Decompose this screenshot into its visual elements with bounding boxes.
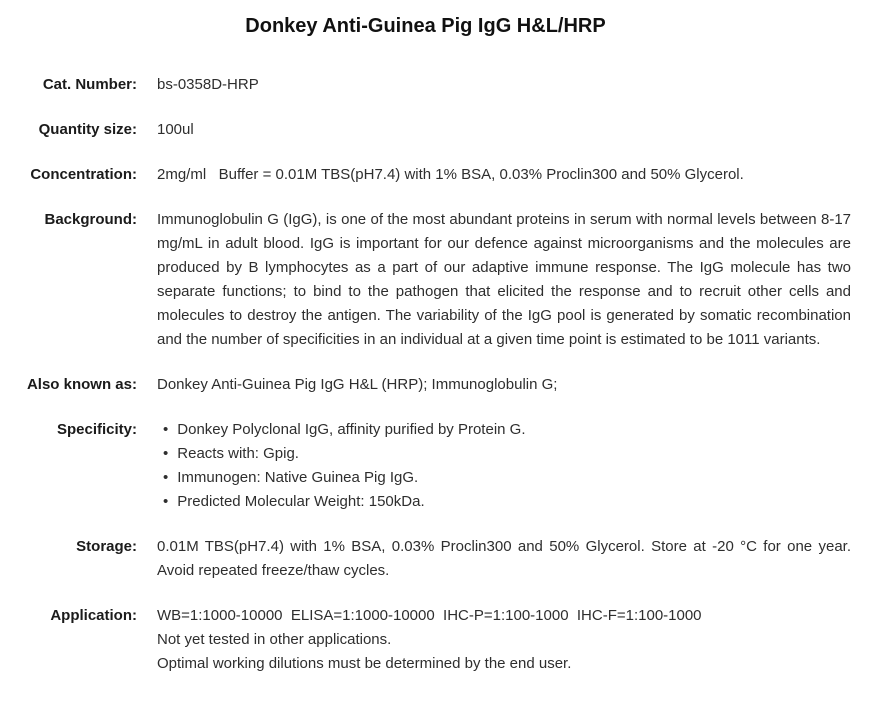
list-item [157,466,851,490]
application-note-line: Not yet tested in other applications. [157,631,392,648]
bullet-icon: • [163,469,169,486]
cat-number-label: Cat. Number: [42,76,137,93]
field-row-background [0,208,851,352]
specificity-bullet-text: Donkey Polyclonal IgG, affinity purified by Protein G. [177,421,526,438]
bullet-icon: • [163,421,169,438]
field-row-application [0,604,851,676]
application-label: Application: [50,607,137,624]
bullet-icon: • [163,493,169,510]
specificity-label: Specificity: [56,421,137,438]
list-item [157,418,851,442]
storage-value: 0.01M TBS(pH7.4) with 1% BSA, 0.03% Proclin300 and 50% Glycerol. Store at -20 °C for one year. Avoid repeated freeze/thaw cycles. [157,538,851,579]
specificity-bullet-list [157,418,851,514]
background-value: Immunoglobulin G (IgG), is one of the most abundant proteins in serum with normal levels between 8-17 mg/mL in adult blood. IgG is important for our defence against microorganisms and the molecules are produced by B lymphocytes as a part of our adaptive immune response. The IgG molecule has two separate functions; to bind to the pathogen that elicited the response and to recruit other cells and molecules to destroy the antigen. The variability of the IgG pool is generated by somatic recombination and the number of specificities in an individual at a given time point is estimated to be 1011 variants. [157,211,851,348]
field-row-quantity-size [0,118,851,142]
field-row-concentration [0,163,851,187]
also-known-as-value: Donkey Anti-Guinea Pig IgG H&L (HRP); Immunoglobulin G; [157,376,558,393]
quantity-size-label: Quantity size: [38,121,137,138]
background-label: Background: [44,211,137,228]
list-item [157,490,851,514]
field-row-specificity [0,418,851,514]
application-disclaimer-line: Optimal working dilutions must be determined by the end user. [157,655,572,672]
specificity-bullet-text: Reacts with: Gpig. [177,445,299,462]
application-value [157,604,851,676]
application-dilutions-line: WB=1:1000-10000 ELISA=1:1000-10000 IHC-P=1:100-1000 IHC-F=1:100-1000 [157,607,702,624]
quantity-size-value: 100ul [157,121,194,138]
specificity-bullet-text: Immunogen: Native Guinea Pig IgG. [177,469,419,486]
bullet-icon: • [163,445,169,462]
page-title: Donkey Anti-Guinea Pig IgG H&L/HRP [245,15,606,37]
specificity-value [157,418,851,514]
specificity-bullet-text: Predicted Molecular Weight: 150kDa. [177,493,425,510]
field-row-also-known-as [0,373,851,397]
field-row-cat-number [0,73,851,97]
also-known-as-label: Also known as: [26,376,137,393]
field-row-storage [0,535,851,583]
concentration-value: 2mg/ml Buffer = 0.01M TBS(pH7.4) with 1% BSA, 0.03% Proclin300 and 50% Glycerol. [157,166,744,183]
list-item [157,442,851,466]
storage-label: Storage: [76,538,137,555]
cat-number-value: bs-0358D-HRP [157,76,259,93]
concentration-label: Concentration: [30,166,137,183]
